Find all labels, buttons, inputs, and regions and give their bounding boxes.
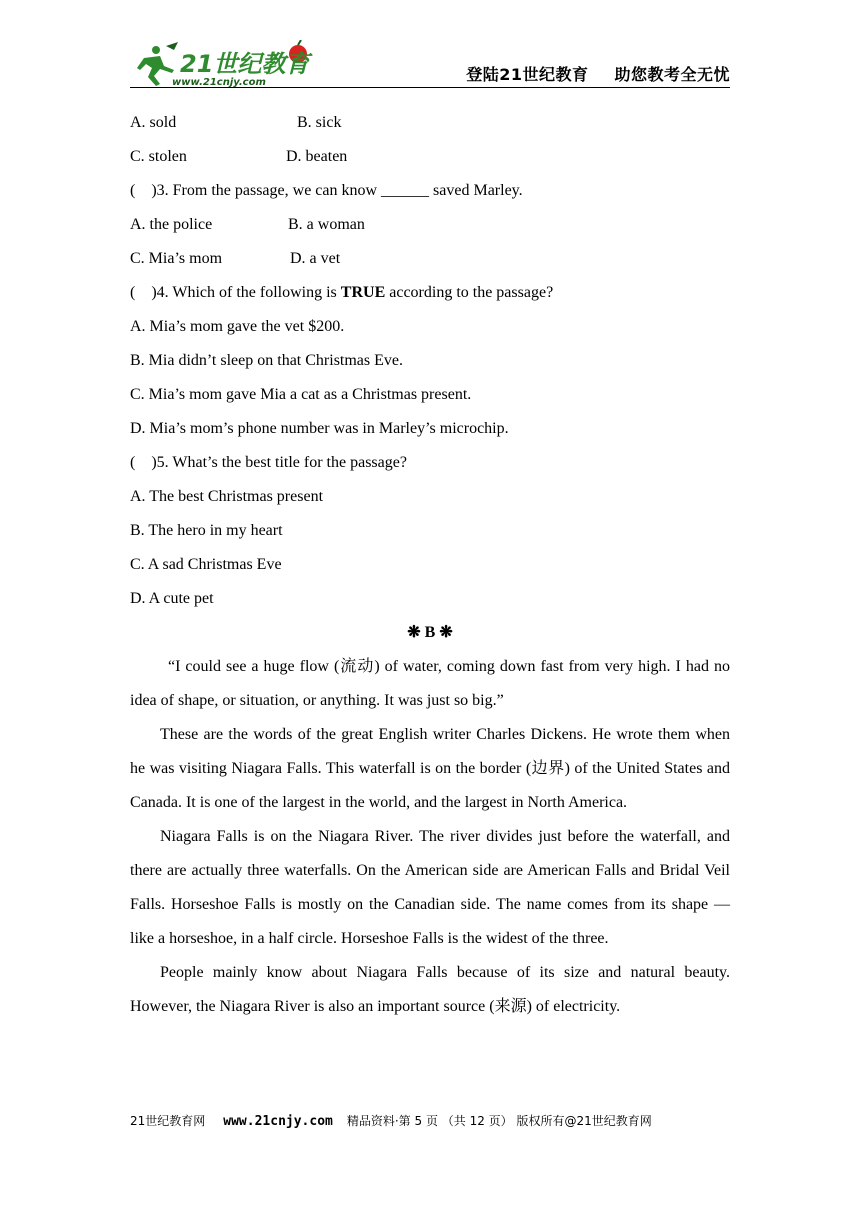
header-slogan [466, 62, 730, 85]
q4-stem [130, 276, 730, 310]
page-content [130, 106, 730, 1024]
footer-left: 21世纪教育网 [130, 1114, 206, 1128]
header-slogan-right: 助您教考全无忧 [614, 65, 730, 84]
q5-option-b: B. The hero in my heart [130, 522, 283, 539]
footer-site: www.21cnjy.com [223, 1114, 333, 1129]
q3-option-c: C. Mia’s mom [130, 250, 223, 267]
q5-option-a: A. The best Christmas present [130, 488, 324, 505]
q4-stem-pre: ( )4. Which of the following is [130, 284, 341, 301]
q2-option-d: D. beaten [286, 148, 348, 165]
logo-text: 21世纪教育 [180, 50, 310, 78]
logo-url: www.21cnjy.com [172, 77, 266, 88]
q2-option-b: B. sick [297, 114, 342, 131]
footer-right: 精品资料·第 5 页 （共 12 页） 版权所有@21世纪教育网 [346, 1114, 652, 1128]
q4-stem-post: according to the passage? [385, 284, 554, 301]
q4-option-d: D. Mia’s mom’s phone number was in Marley’s microchip. [130, 420, 509, 437]
q4-option-b: B. Mia didn’t sleep on that Christmas Eve. [130, 352, 404, 369]
passage-paragraph-4: People mainly know about Niagara Falls because of its size and natural beauty. However, the Niagara River is also an important source (来源) of electricity. [130, 964, 730, 1015]
q3-options-row-2 [130, 242, 730, 276]
q3-option-a: A. the police [130, 216, 213, 233]
header-slogan-left: 登陆21世纪教育 [466, 65, 589, 84]
q4-stem-bold: TRUE [340, 284, 386, 301]
q3-stem: ( )3. From the passage, we can know ______ saved Marley. [130, 182, 523, 199]
passage-paragraph-3: Niagara Falls is on the Niagara River. The river divides just before the waterfall, and there are actually three waterfalls. On the American side are American Falls and Bridal Veil Falls. Horseshoe Falls is mostly on the Canadian side. The name comes from its shape — like a horseshoe, in a half circle. Horseshoe Falls is the widest of the three. [130, 828, 730, 947]
passage-paragraph-1: “I could see a huge flow (流动) of water, coming down fast from very high. I had no idea of shape, or situation, or anything. It was just so big.” [130, 658, 730, 709]
q3-option-b: B. a woman [288, 216, 365, 233]
page-header [130, 40, 730, 88]
logo [130, 40, 330, 88]
q2-options-row-2 [130, 140, 730, 174]
header-rule [130, 87, 730, 88]
section-b-heading: ❋ B ❋ [407, 624, 453, 641]
q3-option-d: D. a vet [290, 250, 341, 267]
q4-option-c: C. Mia’s mom gave Mia a cat as a Christmas present. [130, 386, 472, 403]
q4-option-a: A. Mia’s mom gave the vet $200. [130, 318, 345, 335]
q3-options-row-1 [130, 208, 730, 242]
passage-paragraph-2: These are the words of the great English writer Charles Dickens. He wrote them when he was visiting Niagara Falls. This waterfall is on the border (边界) of the United States and Canada. It is one of the largest in the world, and the largest in North America. [130, 726, 730, 811]
q2-option-c: C. stolen [130, 148, 187, 165]
q5-option-d: D. A cute pet [130, 590, 214, 607]
q5-stem: ( )5. What’s the best title for the passage? [130, 454, 407, 471]
q2-option-a: A. sold [130, 114, 177, 131]
q5-option-c: C. A sad Christmas Eve [130, 556, 282, 573]
q2-options-row-1 [130, 106, 730, 140]
page-footer [130, 1112, 730, 1129]
passage-b [130, 650, 730, 1024]
